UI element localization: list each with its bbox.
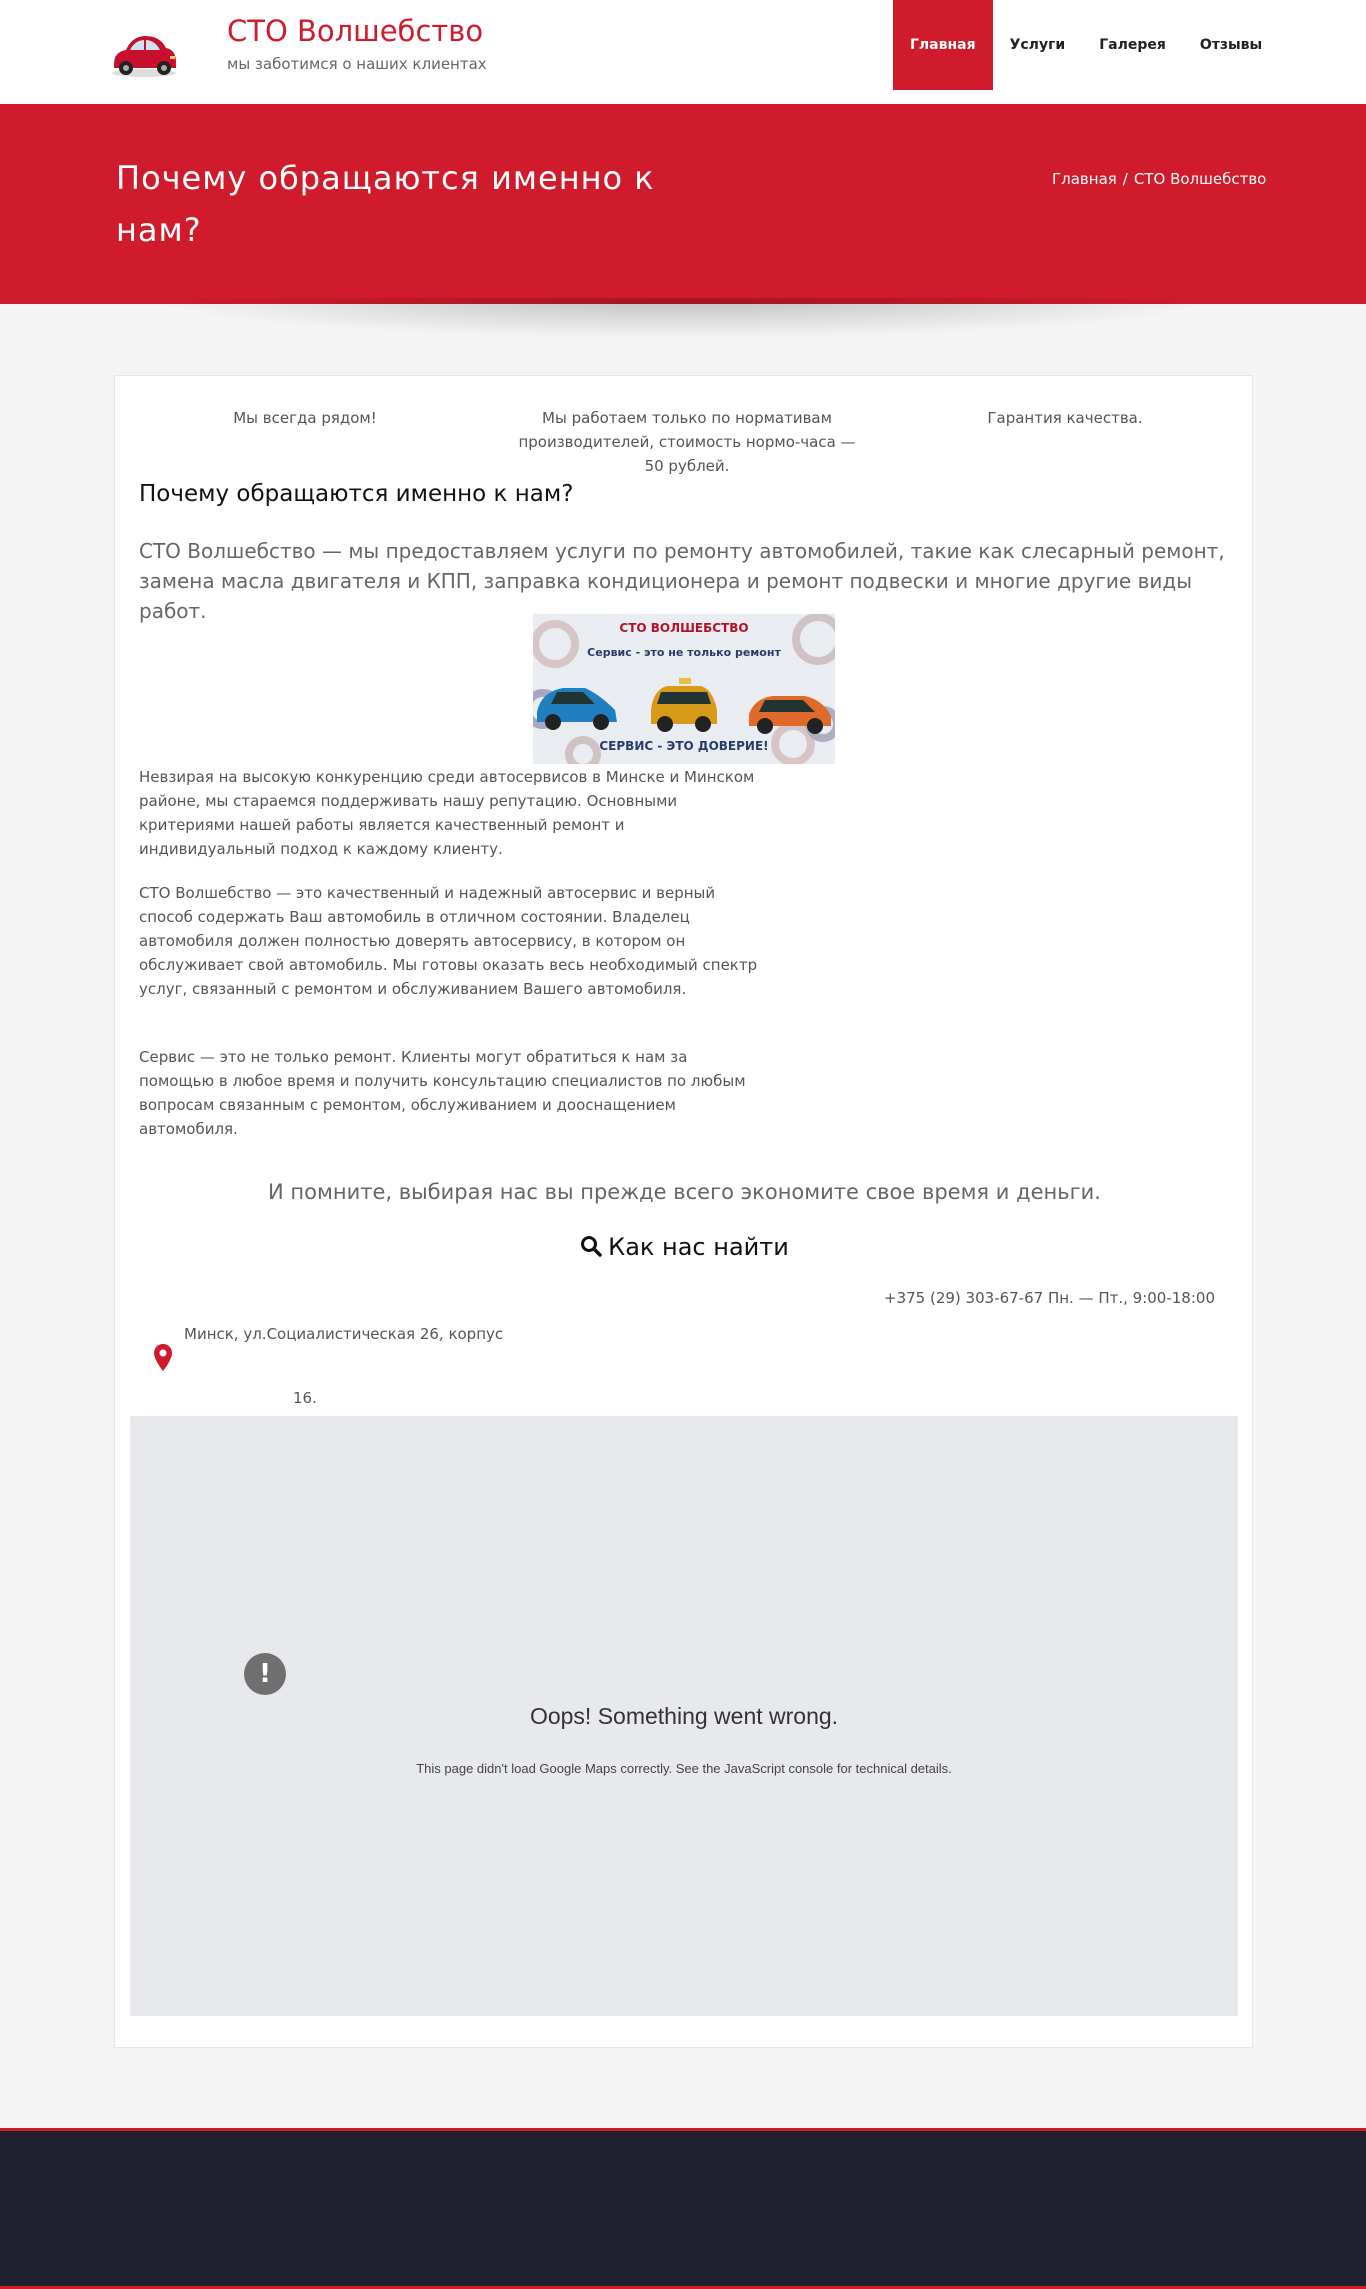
map-pin-icon	[153, 1344, 173, 1372]
paragraph-reliable-service: СТО Волшебство — это качественный и надежный автосервис и верный способ содержать Ваш автомобиль в отличном состоянии. Владелец автомобиля должен полностью доверять автосервису, в котором он обслуживает свой автомобиль. Мы готовы оказать весь необходимый спектр услуг, связанный с ремонтом и обслуживанием Вашего автомобиля.	[139, 884, 758, 998]
main-content-card	[114, 375, 1253, 2048]
car-icon[interactable]	[108, 26, 180, 80]
site-tagline: мы заботимся о наших клиентах	[227, 55, 487, 73]
banner-title-text: СТО ВОЛШЕБСТВО	[619, 621, 749, 635]
google-map-embed[interactable]	[130, 1416, 1238, 2016]
service-banner-image	[533, 614, 835, 764]
find-us-title: Как нас найти	[608, 1233, 789, 1261]
map-error-title: Oops! Something went wrong.	[529, 1703, 839, 1729]
feature-always-near: Мы всегда рядом!	[233, 409, 377, 427]
site-title[interactable]: СТО Волшебство	[227, 14, 484, 48]
main-nav	[893, 0, 1279, 90]
reminder-text: И помните, выбирая нас вы прежде всего экономите свое время и деньги.	[268, 1180, 1101, 1204]
find-us-heading	[115, 1233, 1254, 1261]
alert-icon: !	[244, 1653, 286, 1695]
lead-paragraph: СТО Волшебство — мы предоставляем услуги по ремонту автомобилей, такие как слесарный ремонт, замена масла двигателя и КПП, заправка кондиционера и ремонт подвески и многие другие виды работ.	[139, 539, 1225, 623]
site-footer	[0, 2128, 1366, 2289]
nav-item-reviews[interactable]: Отзывы	[1199, 37, 1263, 53]
banner-subtitle-text: Сервис - это не только ремонт	[587, 646, 781, 659]
breadcrumb-home-link[interactable]: Главная	[1052, 170, 1117, 188]
breadcrumb-current: СТО Волшебство	[1133, 170, 1267, 188]
contact-phone-hours[interactable]: +375 (29) 303-67-67 Пн. — Пт., 9:00-18:00	[884, 1289, 1215, 1307]
breadcrumb	[1052, 170, 1266, 188]
feature-standards: Мы работаем только по нормативам производителей, стоимость нормо-часа — 50 рублей.	[518, 409, 856, 475]
paragraph-consultation: Сервис — это не только ремонт. Клиенты могут обратиться к нам за помощью в любое время и получить консультацию специалистов по любым вопросам связанным с ремонтом, обслуживанием и дооснащением автомобиля.	[139, 1048, 746, 1138]
address-line-2: 16.	[293, 1389, 317, 1407]
search-icon	[580, 1235, 602, 1257]
nav-item-services[interactable]: Услуги	[1009, 37, 1066, 53]
page-title: Почему обращаются именно к нам?	[116, 159, 655, 249]
banner-footer-text: СЕРВИС - ЭТО ДОВЕРИЕ!	[599, 739, 769, 753]
paragraph-competition: Невзирая на высокую конкуренцию среди автосервисов в Минске и Минском районе, мы стараемся поддерживать нашу репутацию. Основными критериями нашей работы является качественный ремонт и индивидуальный подход к каждому клиенту.	[139, 768, 755, 858]
feature-quality: Гарантия качества.	[987, 409, 1143, 427]
section-title: Почему обращаются именно к нам?	[139, 481, 574, 507]
page-hero	[0, 104, 1366, 304]
map-error-message: This page didn't load Google Maps correctly. See the JavaScript console for technical details.	[416, 1761, 952, 1776]
nav-item-gallery[interactable]: Галерея	[1099, 37, 1166, 53]
hero-shadow	[140, 298, 1226, 338]
nav-item-home[interactable]: Главная	[893, 0, 993, 90]
breadcrumb-separator: /	[1122, 170, 1128, 188]
address-line-1: Минск, ул.Социалистическая 26, корпус	[184, 1325, 504, 1343]
site-header	[0, 0, 1366, 104]
